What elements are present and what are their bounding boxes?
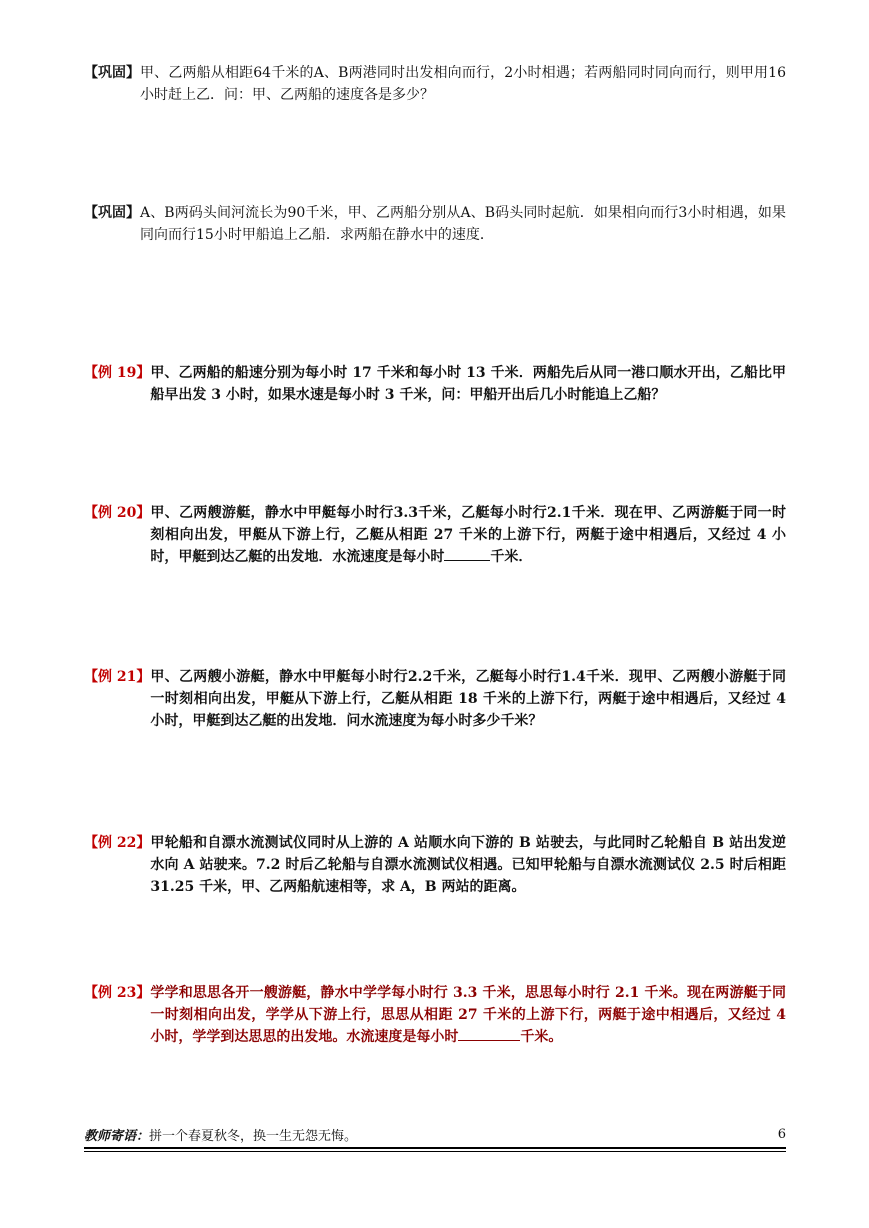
problem-tag: 【例 21】 [84, 669, 151, 685]
problem-tag: 【例 19】 [84, 365, 151, 381]
problem-tag: 【例 20】 [84, 505, 151, 521]
problem-tag: 【例 23】 [84, 985, 151, 1001]
problem-text: 甲、乙两艘小游艇，静水中甲艇每小时行2.2千米，乙艇每小时行1.4千米．现甲、乙两艘小游艇于同一时刻相向出发，甲艇从下游上行，乙艇从相距 18 千米的上游下行，两艇于途中相遇后，又经过 4 小时，甲艇到达乙艇的出发地．问水流速度为每小时多少千米？ [150, 669, 786, 729]
consolidation-problem-1 [84, 62, 786, 106]
example-22 [84, 832, 786, 898]
problem-tag: 【巩固】 [84, 65, 140, 81]
motto-label: 教师寄语： [84, 1129, 150, 1144]
problem-text: 甲轮船和自漂水流测试仪同时从上游的 A 站顺水向下游的 B 站驶去，与此同时乙轮船自 B 站出发逆水向 A 站驶来。7.2 时后乙轮船与自漂水流测试仪相遇。已知甲轮船与自漂水流测试仪 2.5 时后相距 31.25 千米，甲、乙两船航速相等，求 A，B 两站的距离。 [150, 835, 786, 895]
example-21 [84, 666, 786, 732]
problem-text: 甲、乙两船从相距64千米的A、B两港同时出发相向而行，2小时相遇；若两船同时同向而行，则甲用16小时赶上乙．问：甲、乙两船的速度各是多少？ [140, 65, 786, 103]
consolidation-problem-2 [84, 202, 786, 246]
example-23 [84, 982, 786, 1048]
answer-blank[interactable] [444, 546, 490, 561]
page-number: 6 [777, 1127, 786, 1142]
problem-text: 甲、乙两船的船速分别为每小时 17 千米和每小时 13 千米．两船先后从同一港口顺水开出，乙船比甲船早出发 3 小时，如果水速是每小时 3 千米，问：甲船开出后几小时能追上乙船？ [150, 365, 786, 403]
problem-tag: 【巩固】 [84, 205, 140, 221]
answer-blank[interactable] [458, 1026, 520, 1041]
problem-text-after: 千米。 [520, 1029, 563, 1045]
page-footer [84, 1125, 786, 1144]
problem-text-before: 甲、乙两艘游艇，静水中甲艇每小时行3.3千米，乙艇每小时行2.1千米．现在甲、乙两游艇于同一时刻相向出发，甲艇从下游上行，乙艇从相距 27 千米的上游下行，两艇于途中相遇后，又经过 4 小时，甲艇到达乙艇的出发地．水流速度是每小时 [150, 505, 786, 565]
footer-rule-thick [84, 1147, 786, 1149]
problem-tag: 【例 22】 [84, 835, 151, 851]
example-19 [84, 362, 786, 406]
footer-rule-thin [84, 1151, 786, 1152]
problem-text [150, 982, 786, 1048]
motto-text: 拼一个春夏秋冬，换一生无怨无悔。 [149, 1129, 358, 1144]
problem-text-before: 学学和思思各开一艘游艇，静水中学学每小时行 3.3 千米，思思每小时行 2.1 千米。现在两游艇于同一时刻相向出发，学学从下游上行，思思从相距 27 千米的上游下行，两艇于途中相遇后，又经过 4 小时，学学到达思思的出发地。水流速度是每小时 [150, 985, 786, 1045]
problem-text [150, 502, 786, 568]
example-20 [84, 502, 786, 568]
problem-text-after: 千米． [490, 549, 533, 565]
problem-text: A、B两码头间河流长为90千米，甲、乙两船分别从A、B码头同时起航．如果相向而行3小时相遇，如果同向而行15小时甲船追上乙船．求两船在静水中的速度． [140, 205, 786, 243]
teacher-motto [84, 1125, 357, 1144]
